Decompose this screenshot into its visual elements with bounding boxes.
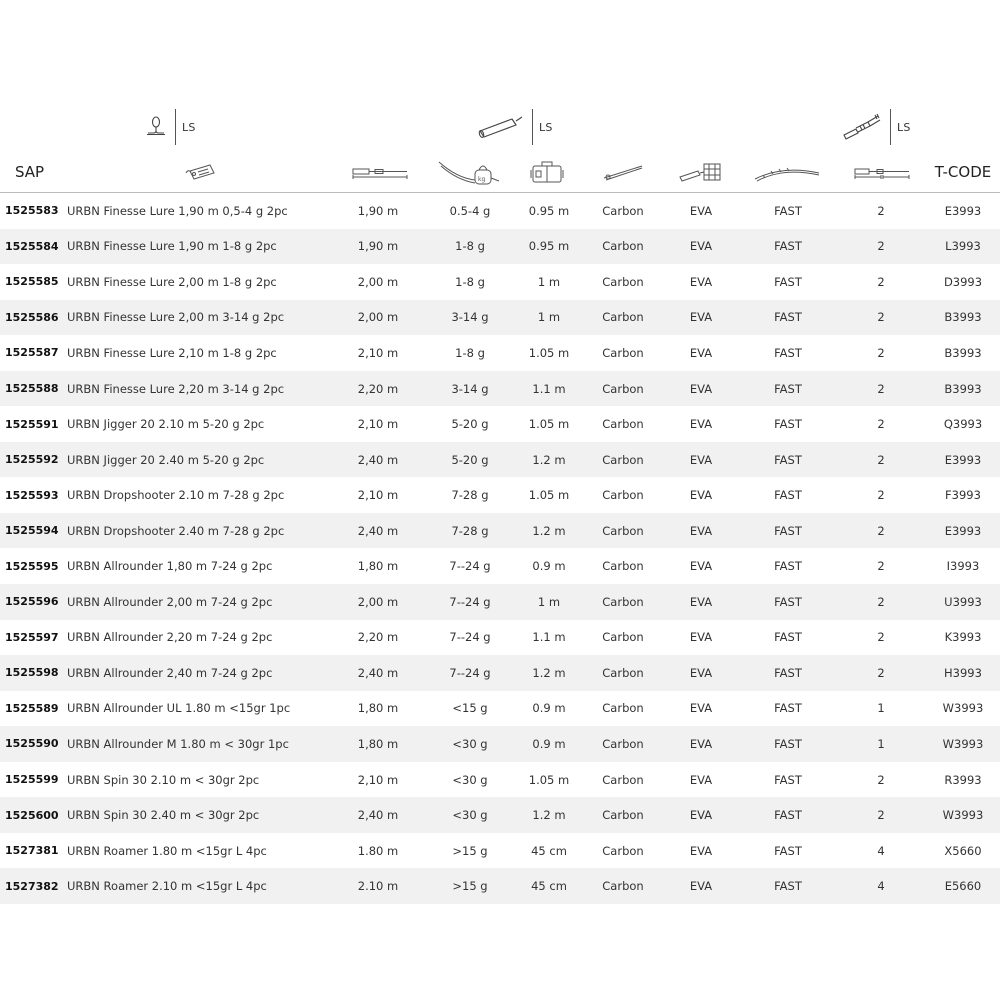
sap-cell: 1525592: [5, 453, 59, 467]
tcode-cell: E3993: [944, 452, 982, 467]
sap-cell: 1527382: [5, 879, 59, 893]
transport-length-cell: 1 m: [537, 274, 561, 289]
handle-cell: EVA: [689, 452, 713, 467]
casting-weight-cell: <30 g: [452, 736, 488, 751]
handle-material-icon: [676, 152, 728, 192]
group-divider: [175, 109, 176, 145]
transport-length-cell: 1.05 m: [528, 345, 570, 360]
table-row: [0, 868, 1000, 904]
table-row: [0, 584, 1000, 620]
sap-cell: 1525600: [5, 808, 59, 822]
material-cell: Carbon: [602, 310, 644, 325]
transport-length-cell: 0.95 m: [528, 239, 570, 254]
sections-cell: 2: [877, 559, 885, 574]
handle-cell: EVA: [689, 559, 713, 574]
material-cell: Carbon: [602, 239, 644, 254]
length-cell: 2,10 m: [357, 772, 399, 787]
length-cell: 2,40 m: [357, 523, 399, 538]
sections-cell: 4: [877, 843, 885, 858]
action-cell: FAST: [774, 488, 802, 503]
handle-cell: EVA: [689, 594, 713, 609]
action-cell: FAST: [774, 203, 802, 218]
action-cell: FAST: [774, 310, 802, 325]
group-header-joint: [842, 107, 911, 147]
sap-cell: 1525597: [5, 630, 59, 644]
length-cell: 2,00 m: [357, 274, 399, 289]
sections-cell: 1: [877, 736, 885, 751]
sap-cell: 1525596: [5, 595, 59, 609]
sections-cell: 1: [877, 701, 885, 716]
casting-weight-cell: <30 g: [452, 772, 488, 787]
casting-weight-cell: >15 g: [452, 879, 488, 894]
tcode-cell: B3993: [944, 381, 982, 396]
sections-cell: 2: [877, 594, 885, 609]
transport-length-cell: 1.1 m: [532, 381, 566, 396]
product-name-cell: URBN Allrounder 2,00 m 7-24 g 2pc: [67, 594, 273, 609]
action-cell: FAST: [774, 808, 802, 823]
table-row: [0, 797, 1000, 833]
sap-cell: 1525595: [5, 559, 59, 573]
action-cell: FAST: [774, 523, 802, 538]
table-row: [0, 193, 1000, 229]
table-row: [0, 300, 1000, 336]
action-cell: FAST: [774, 274, 802, 289]
table-row: [0, 513, 1000, 549]
casting-weight-cell: <30 g: [452, 808, 488, 823]
action-cell: FAST: [774, 381, 802, 396]
transport-length-cell: 1 m: [537, 594, 561, 609]
sap-cell: 1525584: [5, 239, 59, 253]
handle-cell: EVA: [689, 310, 713, 325]
action-cell: FAST: [774, 701, 802, 716]
tcode-cell: L3993: [945, 239, 981, 254]
product-name-cell: URBN Spin 30 2.40 m < 30gr 2pc: [67, 808, 260, 823]
material-cell: Carbon: [602, 559, 644, 574]
casting-weight-cell: 7--24 g: [449, 594, 491, 609]
sap-cell: 1525590: [5, 737, 59, 751]
table-row: [0, 762, 1000, 798]
action-cell: FAST: [774, 345, 802, 360]
sections-cell: 2: [877, 239, 885, 254]
table-row: [0, 477, 1000, 513]
length-cell: 2.10 m: [357, 879, 399, 894]
material-cell: Carbon: [602, 879, 644, 894]
blank-material-icon: [598, 152, 650, 192]
product-name-cell: URBN Roamer 1.80 m <15gr L 4pc: [67, 843, 267, 858]
material-cell: Carbon: [602, 417, 644, 432]
handle-cell: EVA: [689, 665, 713, 680]
tcode-cell: F3993: [945, 488, 981, 503]
transport-length-cell: 1.2 m: [532, 808, 566, 823]
table-row: [0, 229, 1000, 265]
tcode-cell: B3993: [944, 310, 982, 325]
transport-length-cell: 1.2 m: [532, 523, 566, 538]
casting-weight-cell: 5-20 g: [451, 452, 489, 467]
handle-cell: EVA: [689, 843, 713, 858]
tcode-cell: X5660: [944, 843, 982, 858]
transport-length-cell: 1.2 m: [532, 452, 566, 467]
group-header-tube: [476, 107, 553, 147]
handle-cell: EVA: [689, 417, 713, 432]
product-name-cell: URBN Spin 30 2.10 m < 30gr 2pc: [67, 772, 260, 787]
sections-cell: 2: [877, 345, 885, 360]
action-cell: FAST: [774, 594, 802, 609]
product-name-cell: URBN Dropshooter 2.10 m 7-28 g 2pc: [67, 488, 285, 503]
material-cell: Carbon: [602, 274, 644, 289]
casting-weight-cell: 0.5-4 g: [449, 203, 491, 218]
sap-cell: 1525594: [5, 524, 59, 538]
length-cell: 1,80 m: [357, 701, 399, 716]
transport-length-cell: 1.05 m: [528, 488, 570, 503]
sap-cell: 1525591: [5, 417, 59, 431]
transport-length-cell: 1.2 m: [532, 665, 566, 680]
material-cell: Carbon: [602, 808, 644, 823]
transport-length-cell: 1.05 m: [528, 772, 570, 787]
length-cell: 1,90 m: [357, 239, 399, 254]
sections-icon: [852, 152, 912, 192]
sap-cell: 1525587: [5, 346, 59, 360]
table-row: [0, 833, 1000, 869]
group-divider: [890, 109, 891, 145]
action-cell: FAST: [774, 736, 802, 751]
group-header-guides: [145, 107, 196, 147]
action-cell: FAST: [774, 772, 802, 787]
handle-cell: EVA: [689, 701, 713, 716]
sections-cell: 2: [877, 274, 885, 289]
material-cell: Carbon: [602, 772, 644, 787]
tcode-cell: K3993: [944, 630, 982, 645]
table-row: [0, 335, 1000, 371]
sap-cell: 1525598: [5, 666, 59, 680]
product-name-cell: URBN Finesse Lure 2,00 m 3-14 g 2pc: [67, 310, 285, 325]
tcode-cell: E5660: [944, 879, 982, 894]
table-row: [0, 655, 1000, 691]
product-tag-icon: [170, 152, 230, 192]
transport-length-cell: 1 m: [537, 310, 561, 325]
transport-length-cell: 0.9 m: [532, 559, 566, 574]
product-name-cell: URBN Allrounder 2,40 m 7-24 g 2pc: [67, 665, 273, 680]
handle-cell: EVA: [689, 772, 713, 787]
casting-weight-cell: 7-28 g: [451, 488, 489, 503]
action-cell: FAST: [774, 559, 802, 574]
rod-joint-icon: [842, 113, 882, 141]
tcode-cell: Q3993: [943, 417, 983, 432]
length-cell: 2,20 m: [357, 630, 399, 645]
sections-cell: 2: [877, 452, 885, 467]
material-cell: Carbon: [602, 594, 644, 609]
transport-length-cell: 45 cm: [531, 843, 567, 858]
column-header-sap: SAP: [14, 163, 45, 181]
product-name-cell: URBN Jigger 20 2.10 m 5-20 g 2pc: [67, 417, 265, 432]
sections-cell: 2: [877, 665, 885, 680]
material-cell: Carbon: [602, 843, 644, 858]
length-cell: 2,00 m: [357, 594, 399, 609]
casting-weight-cell: 1-8 g: [455, 239, 485, 254]
transport-length-icon: [526, 152, 570, 192]
tcode-cell: B3993: [944, 345, 982, 360]
tcode-cell: D3993: [943, 274, 983, 289]
casting-weight-cell: 7--24 g: [449, 665, 491, 680]
length-cell: 1.80 m: [357, 843, 399, 858]
column-header-tcode: T-CODE: [934, 163, 992, 181]
length-cell: 2,10 m: [357, 345, 399, 360]
table-row: [0, 406, 1000, 442]
material-cell: Carbon: [602, 488, 644, 503]
sap-cell: 1525585: [5, 275, 59, 289]
material-cell: Carbon: [602, 523, 644, 538]
sections-cell: 2: [877, 488, 885, 503]
action-cell: FAST: [774, 452, 802, 467]
product-name-cell: URBN Finesse Lure 2,10 m 1-8 g 2pc: [67, 345, 277, 360]
group-label: LS: [182, 120, 196, 134]
tcode-cell: H3993: [944, 665, 982, 680]
casting-weight-cell: 1-8 g: [455, 274, 485, 289]
material-cell: Carbon: [602, 381, 644, 396]
product-name-cell: URBN Allrounder 1,80 m 7-24 g 2pc: [67, 559, 273, 574]
product-name-cell: URBN Allrounder UL 1.80 m <15gr 1pc: [67, 701, 291, 716]
rod-length-icon: [348, 152, 412, 192]
product-name-cell: URBN Roamer 2.10 m <15gr L 4pc: [67, 879, 267, 894]
sap-cell: 1525588: [5, 382, 59, 395]
handle-cell: EVA: [689, 879, 713, 894]
sections-cell: 2: [877, 417, 885, 432]
handle-cell: EVA: [689, 274, 713, 289]
table-row: [0, 442, 1000, 478]
sap-cell: 1525589: [5, 701, 59, 715]
tcode-cell: W3993: [942, 736, 984, 751]
transport-length-cell: 0.95 m: [528, 203, 570, 218]
sap-cell: 1525599: [5, 773, 59, 787]
handle-cell: EVA: [689, 345, 713, 360]
tcode-cell: E3993: [944, 523, 982, 538]
sections-cell: 2: [877, 523, 885, 538]
transport-length-cell: 45 cm: [531, 879, 567, 894]
product-name-cell: URBN Finesse Lure 1,90 m 0,5-4 g 2pc: [67, 203, 288, 218]
sections-cell: 2: [877, 630, 885, 645]
sections-cell: 2: [877, 772, 885, 787]
sap-cell: 1525593: [5, 488, 59, 502]
length-cell: 1,80 m: [357, 559, 399, 574]
product-name-cell: URBN Allrounder M 1.80 m < 30gr 1pc: [67, 736, 289, 751]
product-name-cell: URBN Finesse Lure 2,20 m 3-14 g 2pc: [67, 381, 285, 396]
casting-weight-cell: 7--24 g: [449, 630, 491, 645]
material-cell: Carbon: [602, 736, 644, 751]
casting-weight-cell: >15 g: [452, 843, 488, 858]
svg-text:kg: kg: [478, 176, 486, 183]
sap-cell: 1525586: [5, 310, 59, 324]
product-table: [0, 193, 1000, 904]
tcode-cell: U3993: [944, 594, 982, 609]
sections-cell: 2: [877, 203, 885, 218]
handle-cell: EVA: [689, 239, 713, 254]
product-name-cell: URBN Finesse Lure 1,90 m 1-8 g 2pc: [67, 239, 277, 254]
casting-weight-cell: 3-14 g: [451, 310, 489, 325]
sap-cell: 1527381: [5, 844, 59, 858]
material-cell: Carbon: [602, 452, 644, 467]
handle-cell: EVA: [689, 488, 713, 503]
action-cell: FAST: [774, 665, 802, 680]
casting-weight-cell: 3-14 g: [451, 381, 489, 396]
table-row: [0, 548, 1000, 584]
rod-tube-icon: [476, 113, 524, 141]
length-cell: 2,20 m: [357, 381, 399, 396]
handle-cell: EVA: [689, 523, 713, 538]
material-cell: Carbon: [602, 203, 644, 218]
tcode-cell: I3993: [946, 559, 980, 574]
group-label: LS: [539, 120, 553, 134]
handle-cell: EVA: [689, 630, 713, 645]
transport-length-cell: 0.9 m: [532, 701, 566, 716]
tcode-cell: W3993: [942, 808, 984, 823]
casting-weight-cell: <15 g: [452, 701, 488, 716]
length-cell: 2,40 m: [357, 808, 399, 823]
handle-cell: EVA: [689, 381, 713, 396]
casting-weight-cell: 7--24 g: [449, 559, 491, 574]
guide-ring-icon: [145, 115, 167, 139]
handle-cell: EVA: [689, 808, 713, 823]
sap-cell: 1525583: [5, 204, 59, 218]
action-cell: FAST: [774, 239, 802, 254]
material-cell: Carbon: [602, 665, 644, 680]
casting-weight-cell: 5-20 g: [451, 417, 489, 432]
group-divider: [532, 109, 533, 145]
casting-weight-icon: [435, 152, 505, 192]
tcode-cell: E3993: [944, 203, 982, 218]
material-cell: Carbon: [602, 345, 644, 360]
action-cell: FAST: [774, 843, 802, 858]
sections-cell: 2: [877, 310, 885, 325]
transport-length-cell: 1.1 m: [532, 630, 566, 645]
tcode-cell: R3993: [944, 772, 982, 787]
table-row: [0, 371, 1000, 407]
action-cell: FAST: [774, 417, 802, 432]
column-header-row: [0, 152, 1000, 192]
group-label: LS: [897, 120, 911, 134]
table-row: [0, 691, 1000, 727]
table-row: [0, 620, 1000, 656]
table-row: [0, 726, 1000, 762]
transport-length-cell: 0.9 m: [532, 736, 566, 751]
length-cell: 2,40 m: [357, 665, 399, 680]
length-cell: 2,00 m: [357, 310, 399, 325]
product-name-cell: URBN Jigger 20 2.40 m 5-20 g 2pc: [67, 452, 265, 467]
action-cell: FAST: [774, 630, 802, 645]
sections-cell: 2: [877, 381, 885, 396]
product-name-cell: URBN Finesse Lure 2,00 m 1-8 g 2pc: [67, 274, 277, 289]
rod-action-icon: [752, 152, 824, 192]
length-cell: 1,80 m: [357, 736, 399, 751]
transport-length-cell: 1.05 m: [528, 417, 570, 432]
product-name-cell: URBN Allrounder 2,20 m 7-24 g 2pc: [67, 630, 273, 645]
tcode-cell: W3993: [942, 701, 984, 716]
material-cell: Carbon: [602, 630, 644, 645]
handle-cell: EVA: [689, 736, 713, 751]
length-cell: 1,90 m: [357, 203, 399, 218]
action-cell: FAST: [774, 879, 802, 894]
length-cell: 2,40 m: [357, 452, 399, 467]
sections-cell: 2: [877, 808, 885, 823]
product-name-cell: URBN Dropshooter 2.40 m 7-28 g 2pc: [67, 523, 285, 538]
length-cell: 2,10 m: [357, 417, 399, 432]
table-row: [0, 264, 1000, 300]
material-cell: Carbon: [602, 701, 644, 716]
casting-weight-cell: 7-28 g: [451, 523, 489, 538]
handle-cell: EVA: [689, 203, 713, 218]
sections-cell: 4: [877, 879, 885, 894]
casting-weight-cell: 1-8 g: [455, 345, 485, 360]
length-cell: 2,10 m: [357, 488, 399, 503]
